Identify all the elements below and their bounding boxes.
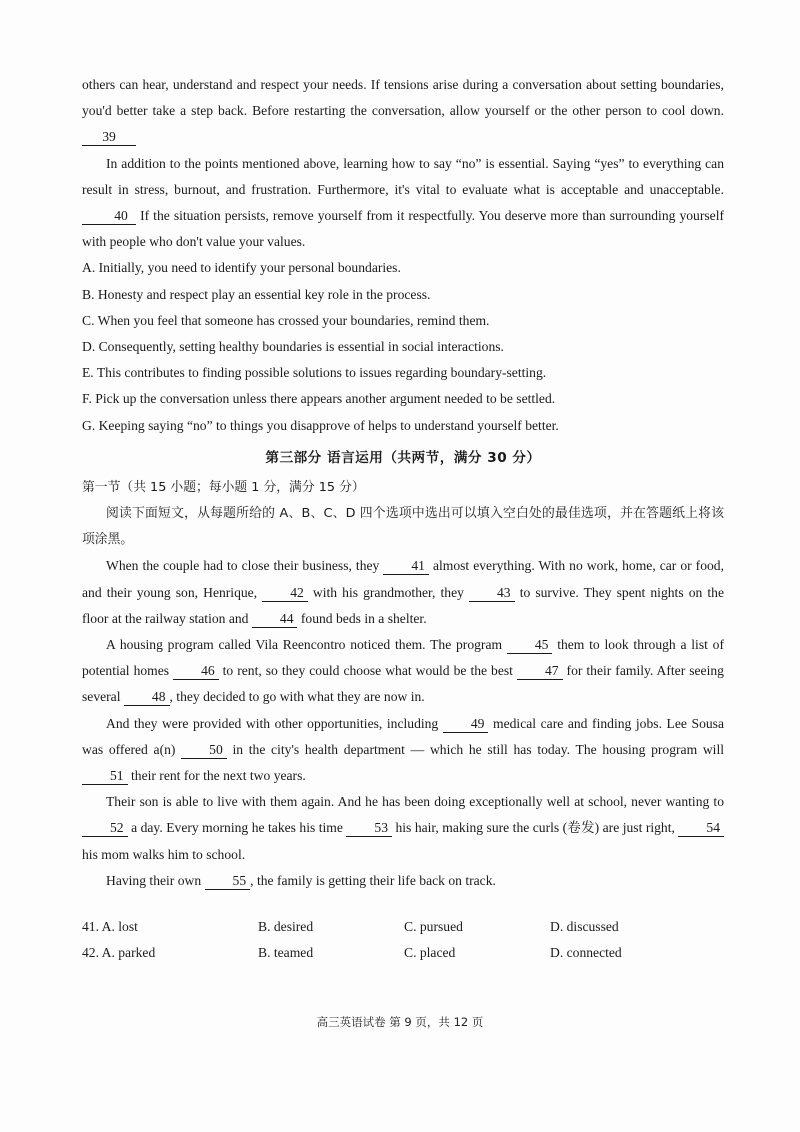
choice-a: 42. A. parked <box>82 945 156 960</box>
passage-area <box>82 72 724 894</box>
cloze-text: , the family is getting their life back on track. <box>250 872 496 888</box>
cloze-text: Their son is able to live with them again. And he has been doing exceptionally well at school, never wanting to <box>106 794 724 810</box>
choice-b: B. teamed <box>258 945 314 960</box>
choice-a: 41. A. lost <box>82 919 138 934</box>
blank-39: 39 <box>82 129 136 146</box>
option-e: E. This contributes to finding possible solutions to issues regarding boundary-setting. <box>82 365 547 381</box>
blank-46: 46 <box>173 663 219 680</box>
part-heading: 第三部分 语言运用（共两节，满分 30 分） <box>265 449 541 466</box>
cloze-text: them to look through a list of potential homes <box>82 637 724 679</box>
cloze-paragraph-5 <box>82 868 724 894</box>
blank-49: 49 <box>443 716 489 733</box>
cloze-text: a day. Every morning he takes his time <box>131 820 343 836</box>
instructions: 阅读下面短文，从每题所给的 A、B、C、D 四个选项中选出可以填入空白处的最佳选项，并在答题纸上将该项涂黑。 <box>82 506 724 548</box>
blank-52: 52 <box>82 820 128 837</box>
blank-53: 53 <box>346 820 392 837</box>
blank-44: 44 <box>252 611 298 628</box>
cloze-text: almost everything. With no work, home, car or food, and their young son, Henrique, <box>82 558 724 600</box>
blank-54: 54 <box>678 820 724 837</box>
blank-45: 45 <box>507 637 553 654</box>
choice-c: C. pursued <box>404 919 463 934</box>
blank-48: 48 <box>124 689 170 706</box>
cloze-text: to rent, so they could choose what would be the best <box>222 663 513 679</box>
cloze-text: his mom walks him to school. <box>82 846 246 862</box>
choice-row-42 <box>82 940 722 966</box>
cloze-text: for their family. After seeing several <box>82 663 724 705</box>
option-d: D. Consequently, setting healthy boundaries is essential in social interactions. <box>82 339 504 355</box>
blank-40: 40 <box>82 208 136 225</box>
option-c: C. When you feel that someone has crossed your boundaries, remind them. <box>82 312 490 328</box>
answer-choices <box>82 914 722 966</box>
choice-d: D. discussed <box>550 919 619 934</box>
blank-51: 51 <box>82 768 128 785</box>
cloze-text: to survive. They spent nights on the floor at the railway station and <box>82 584 724 626</box>
blank-41: 41 <box>383 558 429 575</box>
cloze-text: medical care and finding jobs. Lee Sousa was offered a(n) <box>82 715 724 757</box>
option-a: A. Initially, you need to identify your personal boundaries. <box>82 260 401 276</box>
cloze-paragraph-2 <box>82 632 724 711</box>
paragraph-no <box>82 151 724 256</box>
option-list <box>82 255 724 438</box>
cloze-text: And they were provided with other opportunities, including <box>106 715 439 731</box>
page-footer: 高三英语试卷 第 9 页，共 12 页 <box>316 1015 484 1029</box>
choice-b: B. desired <box>258 919 314 934</box>
choice-row-41 <box>82 914 722 940</box>
option-b: B. Honesty and respect play an essential key role in the process. <box>82 286 431 302</box>
blank-47: 47 <box>517 663 563 680</box>
cloze-text: , they decided to go with what they are now in. <box>169 689 425 705</box>
blank-42: 42 <box>262 585 308 602</box>
cloze-text: A housing program called Vila Reencontro noticed them. The program <box>106 637 503 653</box>
option-f: F. Pick up the conversation unless there appears another argument needed to be settled. <box>82 391 556 407</box>
choice-c: C. placed <box>404 945 456 960</box>
paragraph-continuation <box>82 72 724 151</box>
cloze-text: When the couple had to close their business, they <box>106 558 380 574</box>
paragraph-text: If the situation persists, remove yourself from it respectfully. You deserve more than surrounding yourself with people who don't value your values. <box>82 208 725 250</box>
cloze-text: his hair, making sure the curls (卷发) are just right, <box>395 820 675 836</box>
cloze-paragraph-1 <box>82 553 724 632</box>
paragraph-text: others can hear, understand and respect your needs. If tensions arise during a conversation about setting boundaries, you'd better take a step back. Before restarting the conversation, allow yourself or the other person to cool down. <box>82 77 724 119</box>
cloze-text: found beds in a shelter. <box>300 610 427 626</box>
cloze-text: their rent for the next two years. <box>131 768 306 784</box>
option-g: G. Keeping saying “no” to things you disapprove of helps to understand yourself better. <box>82 417 559 433</box>
blank-43: 43 <box>469 585 515 602</box>
cloze-paragraph-3 <box>82 711 724 790</box>
cloze-text: in the city's health department — which he still has today. The housing program will <box>232 741 725 757</box>
cloze-text: with his grandmother, they <box>312 584 464 600</box>
choice-d: D. connected <box>550 945 622 960</box>
blank-50: 50 <box>181 742 227 759</box>
section-title: 第一节（共 15 小题；每小题 1 分，满分 15 分） <box>82 479 365 495</box>
cloze-paragraph-4 <box>82 789 724 868</box>
cloze-text: Having their own <box>106 872 202 888</box>
paragraph-text: In addition to the points mentioned above, learning how to say “no” is essential. Saying “yes” to everything can result in stress, burnout, and frustration. Furthermore, it's vital to evaluate what is acceptable and unacceptable. <box>82 155 724 197</box>
blank-55: 55 <box>205 873 251 890</box>
